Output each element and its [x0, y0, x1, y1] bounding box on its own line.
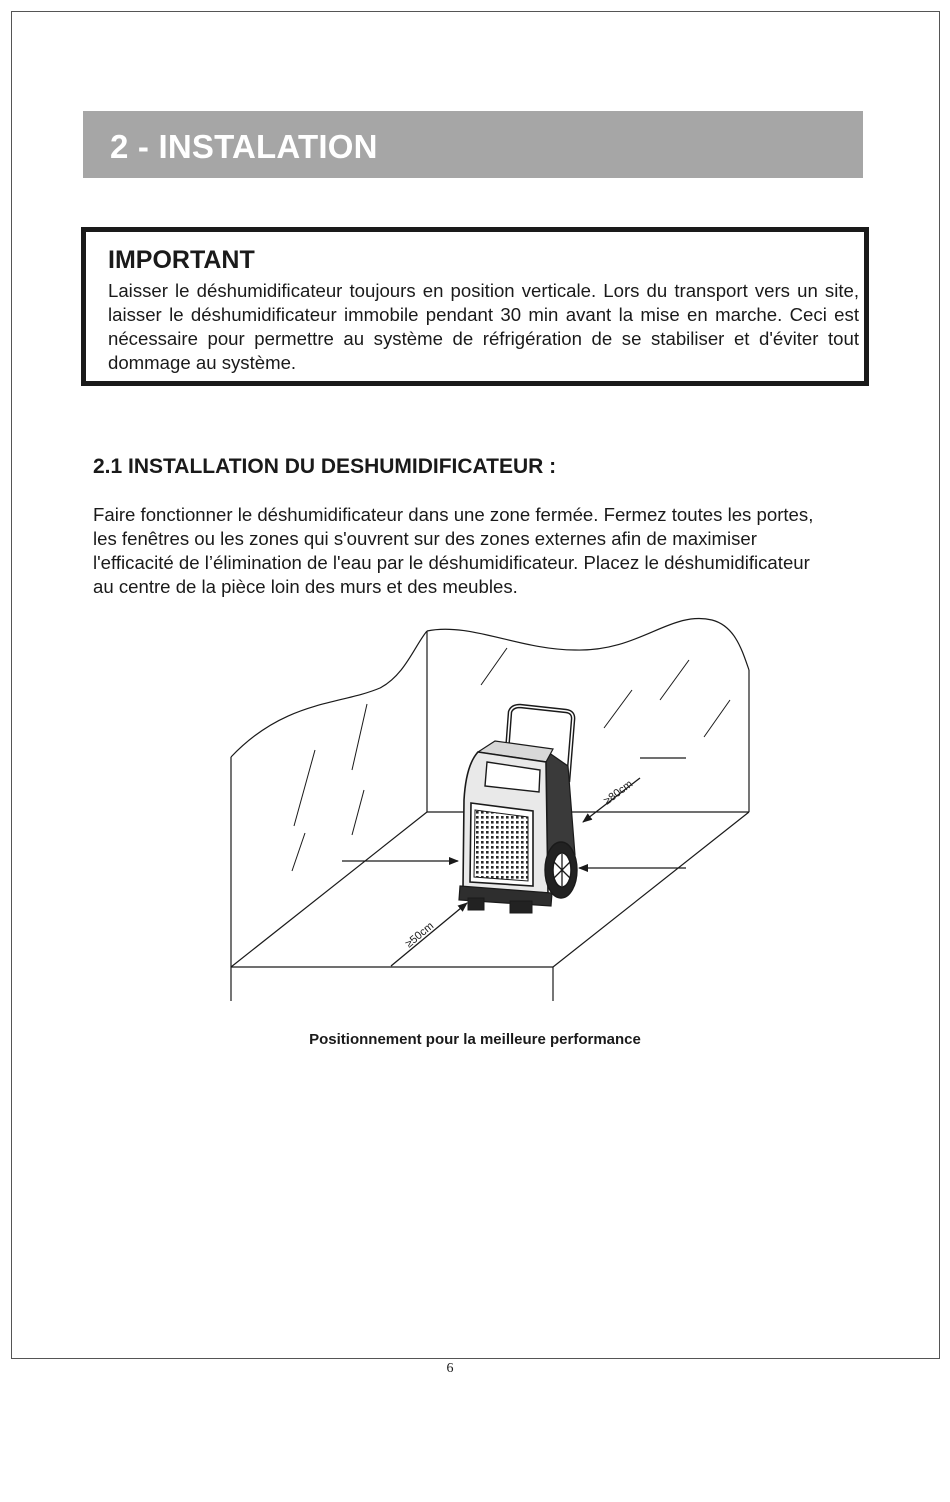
body-line: au centre de la pièce loin des murs et des meubles. — [93, 576, 518, 597]
dehumidifier-unit — [459, 706, 577, 913]
body-line: les fenêtres ou les zones qui s'ouvrent sur des zones externes afin de maximiser — [93, 528, 757, 549]
body-paragraph — [93, 503, 893, 599]
body-line: l'efficacité de l’élimination de l'eau par le déshumidificateur. Placez le déshumidificateur — [93, 552, 810, 573]
subsection-title: 2.1 INSTALLATION DU DESHUMIDIFICATEUR : — [93, 455, 557, 478]
important-text: Laisser le déshumidificateur toujours en position verticale. Lors du transport vers un site, laisser le déshumidificateur immobile pendant 30 min avant la mise en marche. Ceci est nécessaire pour permettre au système de réfrigération de se stabiliser et d'éviter tout dommage au système. — [108, 280, 859, 373]
clearance-label-50cm: ≥50cm — [403, 919, 437, 951]
section-title: 2 - INSTALATION — [110, 128, 378, 165]
important-heading: IMPORTANT — [108, 246, 255, 274]
dehumidifier-placement-illustration — [200, 610, 780, 1010]
section-banner — [83, 111, 863, 178]
body-line: Faire fonctionner le déshumidificateur dans une zone fermée. Fermez toutes les portes, — [93, 504, 814, 525]
important-notice-box — [81, 227, 869, 386]
page-number: 6 — [446, 1361, 454, 1376]
figure-caption: Positionnement pour la meilleure performance — [309, 1031, 641, 1048]
clearance-label-80cm: ≥80cm — [601, 777, 636, 808]
